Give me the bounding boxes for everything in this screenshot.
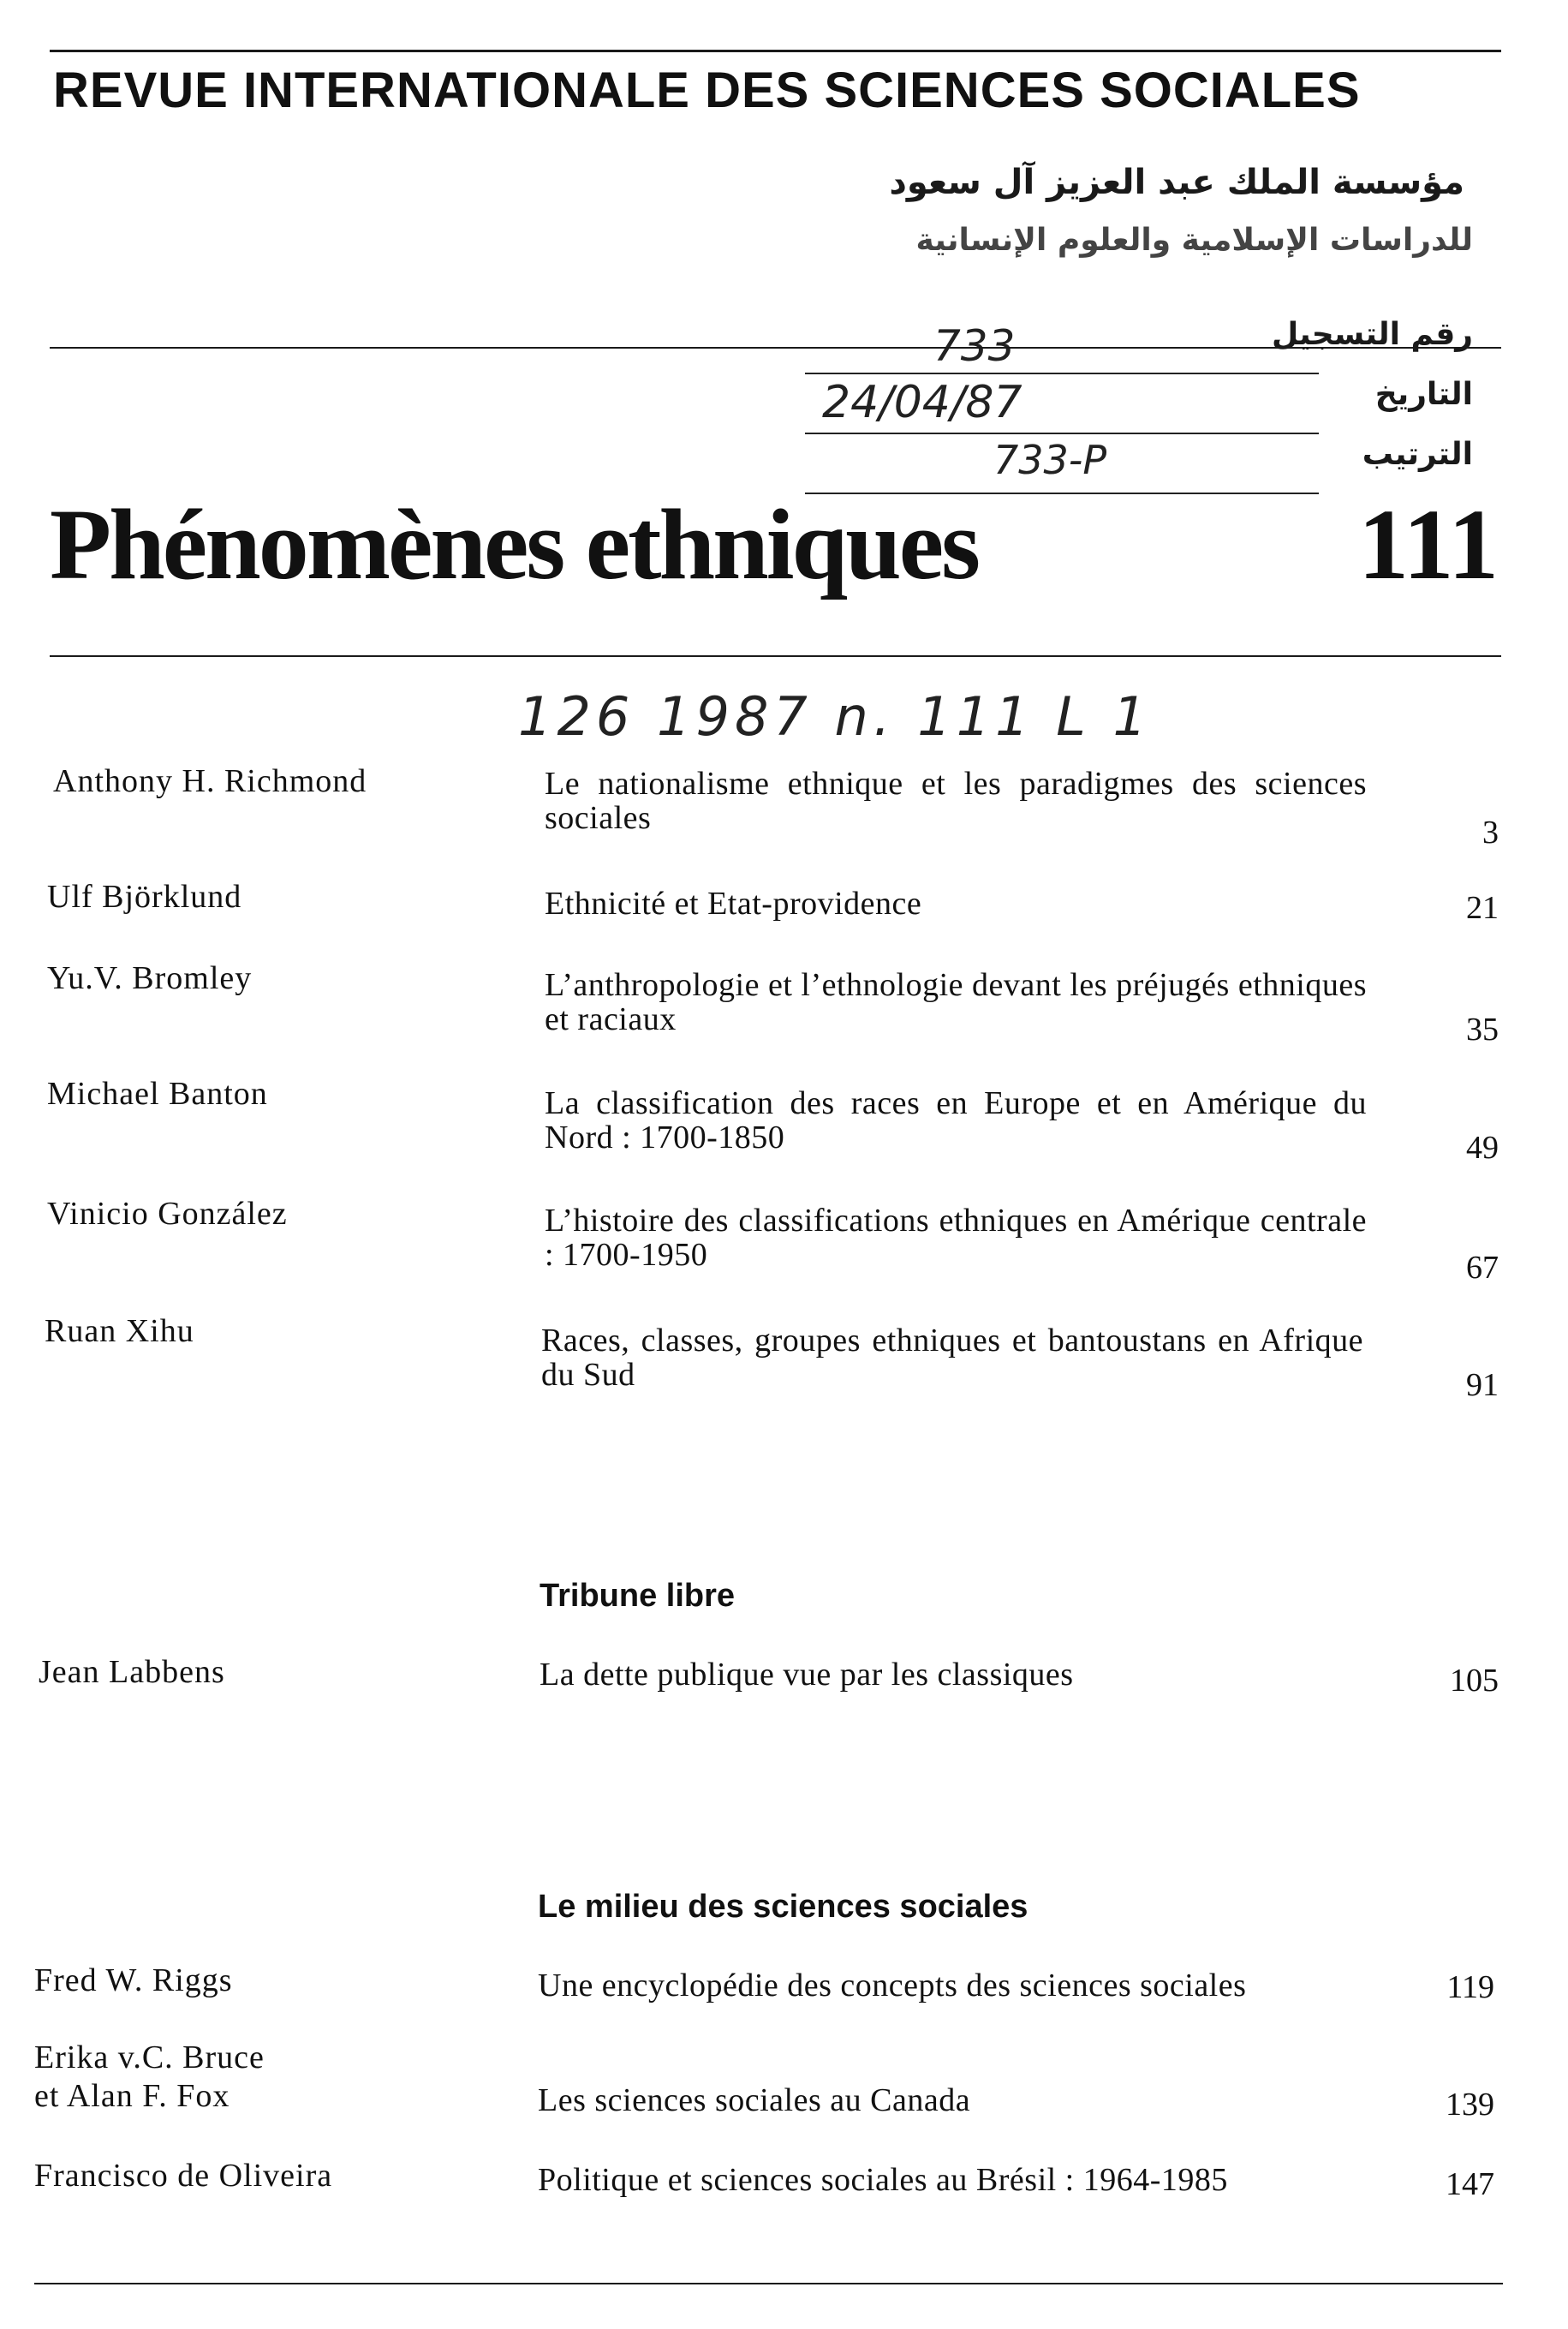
article-title: L’anthropologie et l’ethnologie devant les préjugés ethniques et raciaux <box>545 967 1367 1037</box>
article-title: La dette publique vue par les classiques <box>540 1657 1074 1693</box>
article-page: 147 <box>1446 2166 1494 2202</box>
article-title: Races, classes, groupes ethniques et bantoustans en Afrique du Sud <box>541 1323 1363 1393</box>
section-heading-milieu: Le milieu des sciences sociales <box>538 1889 1028 1925</box>
library-stamp <box>771 163 1473 505</box>
article-author: Ulf Björklund <box>47 879 242 915</box>
article-page: 105 <box>1450 1663 1499 1699</box>
article-title: L’histoire des classifications ethniques en Amérique centrale : 1700-1950 <box>545 1203 1367 1273</box>
top-rule <box>50 50 1501 52</box>
article-title: Politique et sciences sociales au Brésil : 1964-1985 <box>538 2162 1228 2198</box>
article-page: 3 <box>1482 815 1499 851</box>
title-rule <box>50 655 1501 657</box>
article-page: 21 <box>1466 890 1499 926</box>
article-page: 139 <box>1446 2087 1494 2123</box>
section-heading-tribune: Tribune libre <box>540 1578 736 1614</box>
bottom-rule <box>34 2283 1503 2284</box>
journal-title: REVUE INTERNATIONALE DES SCIENCES SOCIALES <box>53 63 1361 118</box>
issue-title: Phénomènes ethniques <box>50 488 979 600</box>
stamp-line-2: للدراسات الإسلامية والعلوم الإنسانية <box>915 223 1473 258</box>
article-author: Francisco de Oliveira <box>34 2158 333 2194</box>
article-title: Les sciences sociales au Canada <box>538 2082 971 2118</box>
article-page: 91 <box>1466 1367 1499 1403</box>
stamp-label-register: رقم التسجيل <box>1271 317 1473 352</box>
article-page: 49 <box>1466 1130 1499 1166</box>
article-title: Le nationalisme ethnique et les paradigmes des sciences sociales <box>545 766 1367 836</box>
issue-number: 111 <box>1358 488 1499 600</box>
header-rule <box>50 347 1501 349</box>
article-title: Une encyclopédie des concepts des sciences sociales <box>538 1968 1247 2004</box>
article-author: Jean Labbens <box>39 1654 225 1690</box>
article-author: Anthony H. Richmond <box>53 763 367 799</box>
article-page: 67 <box>1466 1250 1499 1286</box>
stamp-label-classification: الترتيب <box>1362 437 1473 472</box>
article-title: La classification des races en Europe et en Amérique du Nord : 1700-1850 <box>545 1085 1367 1156</box>
article-title: Ethnicité et Etat-providence <box>545 886 922 922</box>
stamp-line-1: مؤسسة الملك عبد العزيز آل سعود <box>889 163 1464 202</box>
article-author: Fred W. Riggs <box>34 1962 233 1998</box>
article-author: Yu.V. Bromley <box>47 960 253 996</box>
article-author: Vinicio González <box>47 1196 288 1232</box>
article-page: 119 <box>1446 1969 1494 2005</box>
stamp-date: 24/04/87 <box>822 377 1022 428</box>
stamp-register-number: 733 <box>933 321 1016 371</box>
article-page: 35 <box>1466 1012 1499 1048</box>
stamp-rule-1 <box>805 373 1319 374</box>
article-author: Ruan Xihu <box>45 1313 194 1349</box>
stamp-rule-2 <box>805 433 1319 434</box>
handwritten-note: 126 1987 n. 111 L 1 <box>518 685 1152 748</box>
article-author-line-2: et Alan F. Fox <box>34 2078 230 2114</box>
stamp-classification: 733-P <box>993 437 1107 483</box>
article-author: Michael Banton <box>47 1076 268 1112</box>
article-author-line-1: Erika v.C. Bruce <box>34 2039 265 2075</box>
stamp-label-date: التاريخ <box>1374 377 1473 412</box>
